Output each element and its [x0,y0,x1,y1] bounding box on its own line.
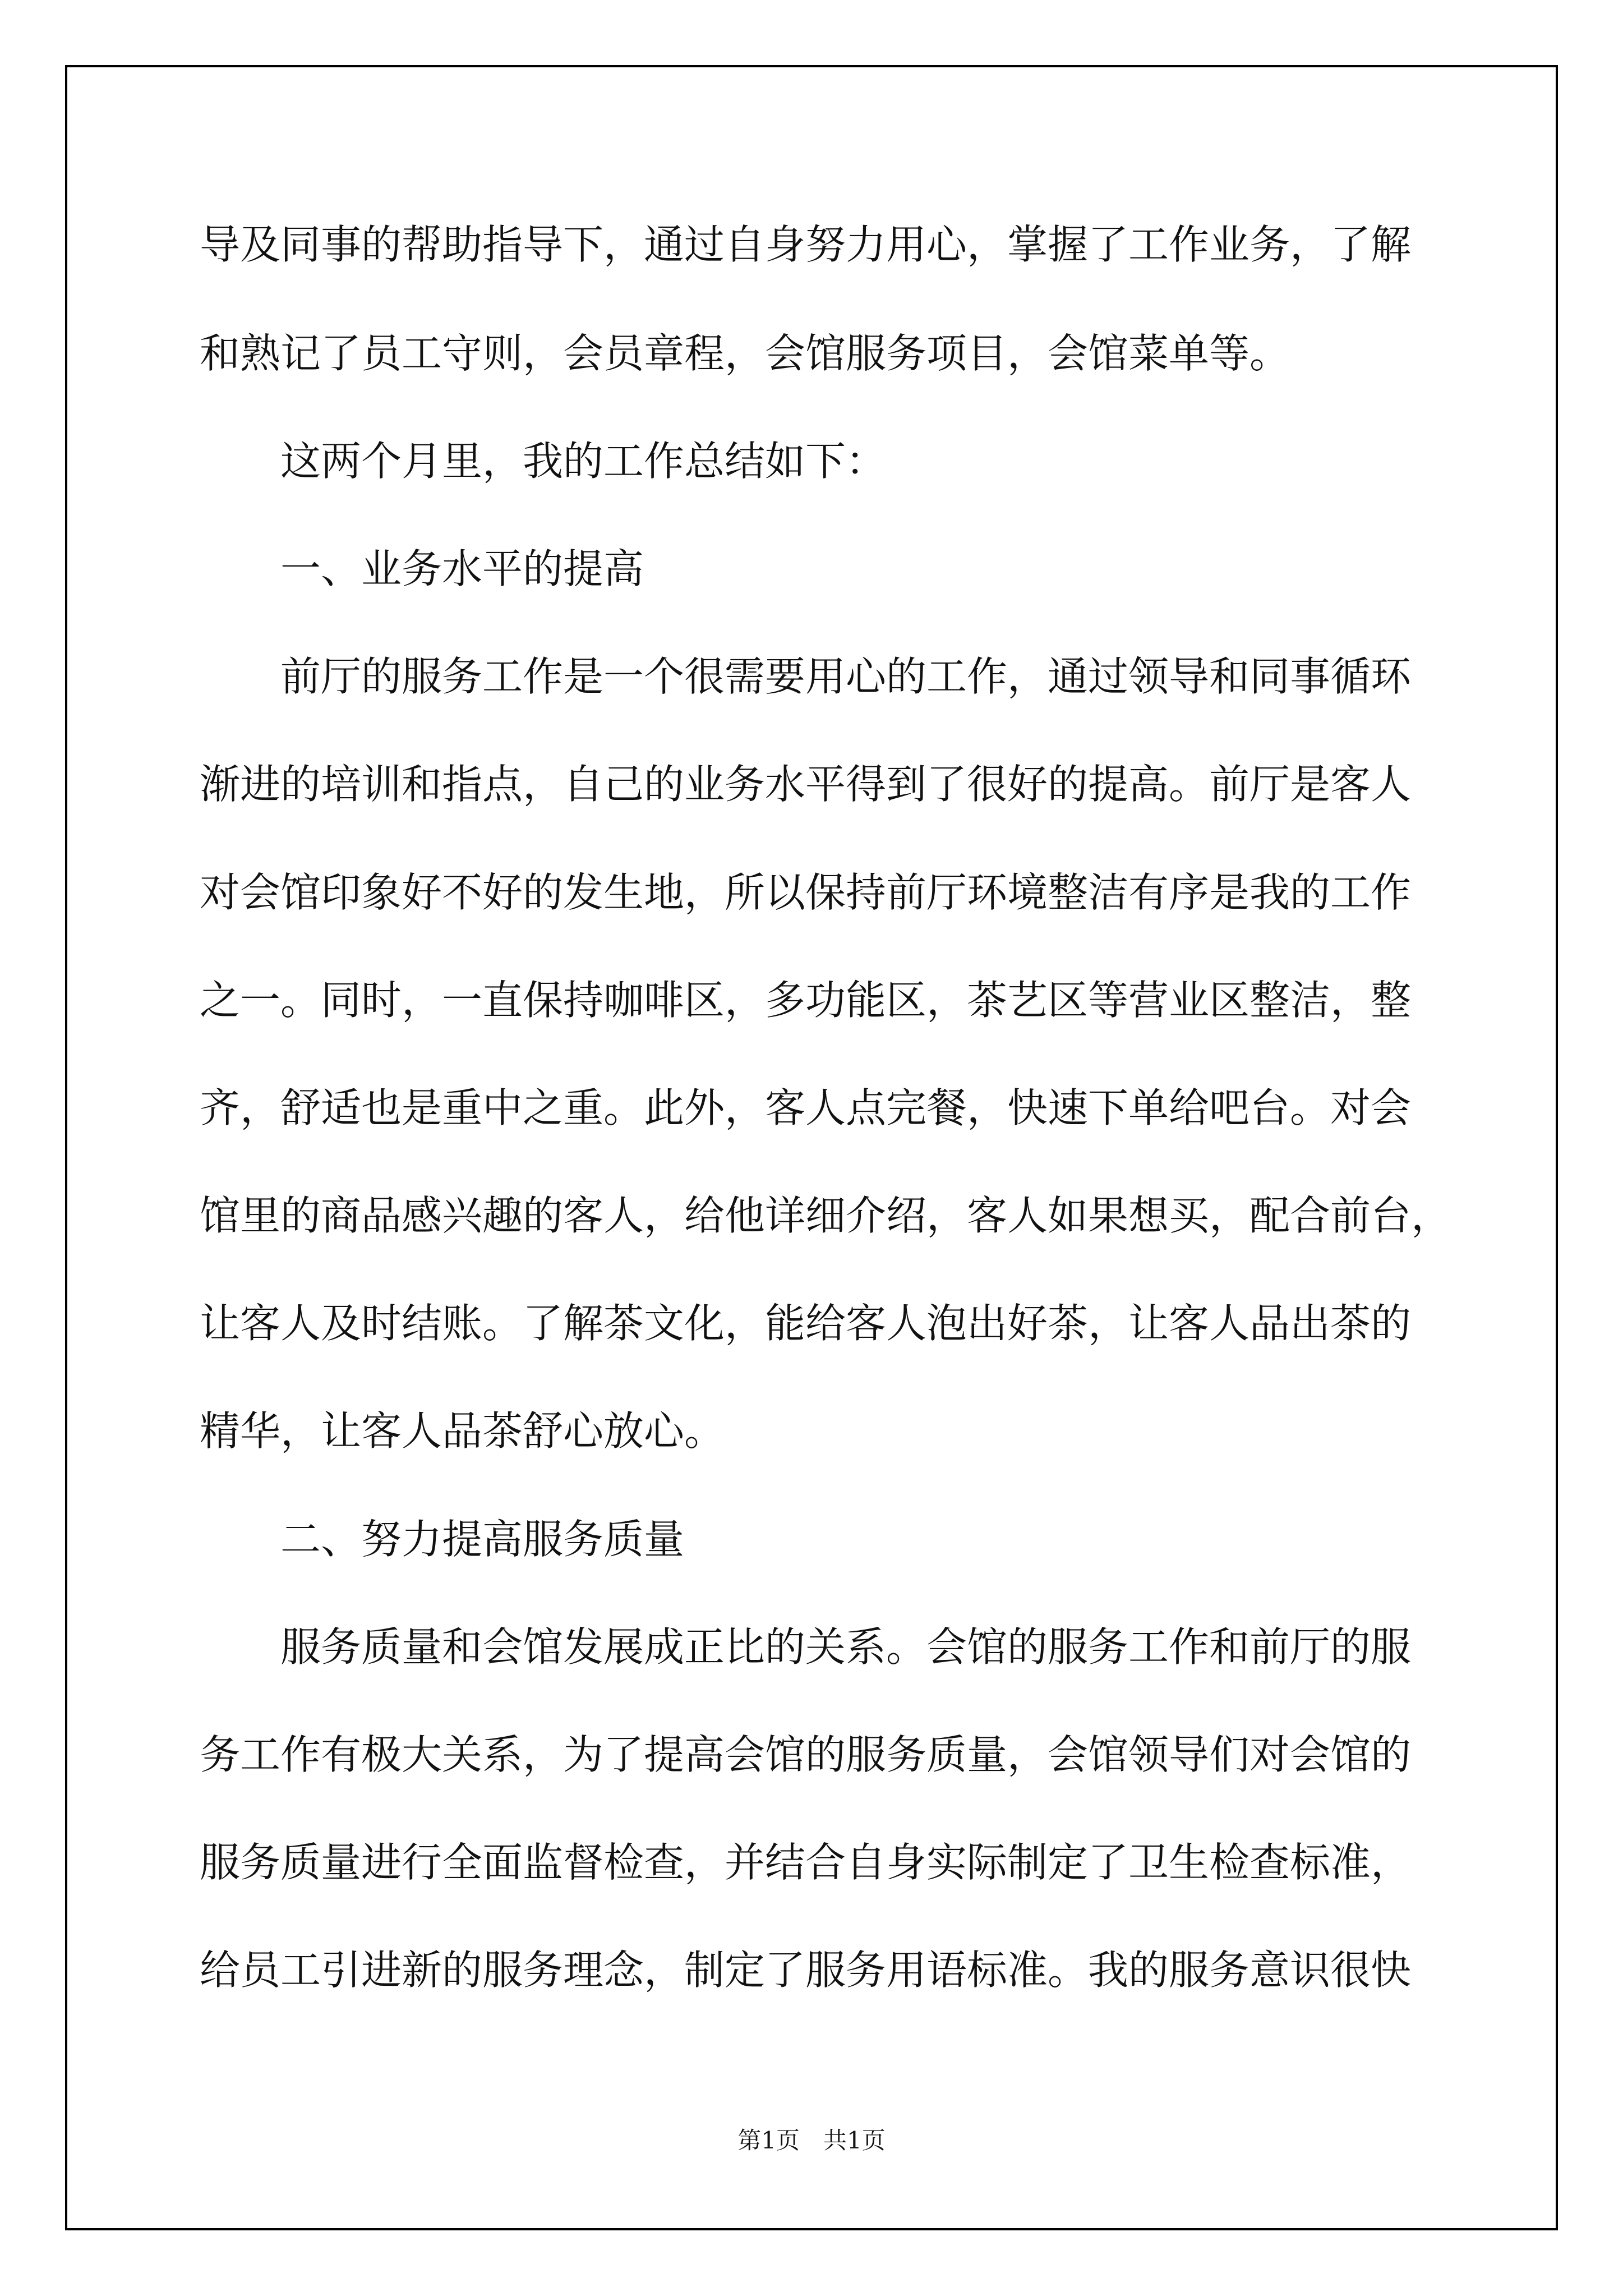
body-line-1: 导及同事的帮助指导下，通过自身努力用心，掌握了工作业务，了解 [200,221,1412,268]
section-heading-1: 一、业务水平的提高 [280,545,644,592]
section-heading-2: 二、努力提高服务质量 [280,1516,685,1563]
body-line-16: 服务质量进行全面监督检查，并结合自身实际制定了卫生检查标准， [200,1839,1412,1886]
page-border [65,65,1558,2230]
body-line-12: 精华，让客人品茶舒心放心。 [200,1407,725,1455]
body-line-15: 务工作有极大关系，为了提高会馆的服务质量，会馆领导们对会馆的 [200,1731,1412,1778]
body-line-6: 渐进的培训和指点，自己的业务水平得到了很好的提高。前厅是客人 [200,761,1412,808]
body-line-2: 和熟记了员工守则，会员章程，会馆服务项目，会馆菜单等。 [200,330,1290,377]
body-line-8: 之一。同时，一直保持咖啡区，多功能区，茶艺区等营业区整洁，整 [200,977,1412,1024]
body-line-10: 馆里的商品感兴趣的客人，给他详细介绍，客人如果想买，配合前台， [200,1192,1452,1239]
body-line-7: 对会馆印象好不好的发生地，所以保持前厅环境整洁有序是我的工作 [200,869,1412,916]
body-line-3: 这两个月里，我的工作总结如下： [280,438,887,485]
body-line-17: 给员工引进新的服务理念，制定了服务用语标准。我的服务意识很快 [200,1947,1412,1994]
body-line-9: 齐，舒适也是重中之重。此外，客人点完餐，快速下单给吧台。对会 [200,1084,1412,1131]
body-line-11: 让客人及时结账。了解茶文化，能给客人泡出好茶，让客人品出茶的 [200,1300,1412,1347]
body-line-14: 服务质量和会馆发展成正比的关系。会馆的服务工作和前厅的服 [280,1623,1412,1671]
page-footer: 第1页 共1页 [737,2127,886,2154]
body-line-5: 前厅的服务工作是一个很需要用心的工作，通过领导和同事循环 [280,653,1412,700]
